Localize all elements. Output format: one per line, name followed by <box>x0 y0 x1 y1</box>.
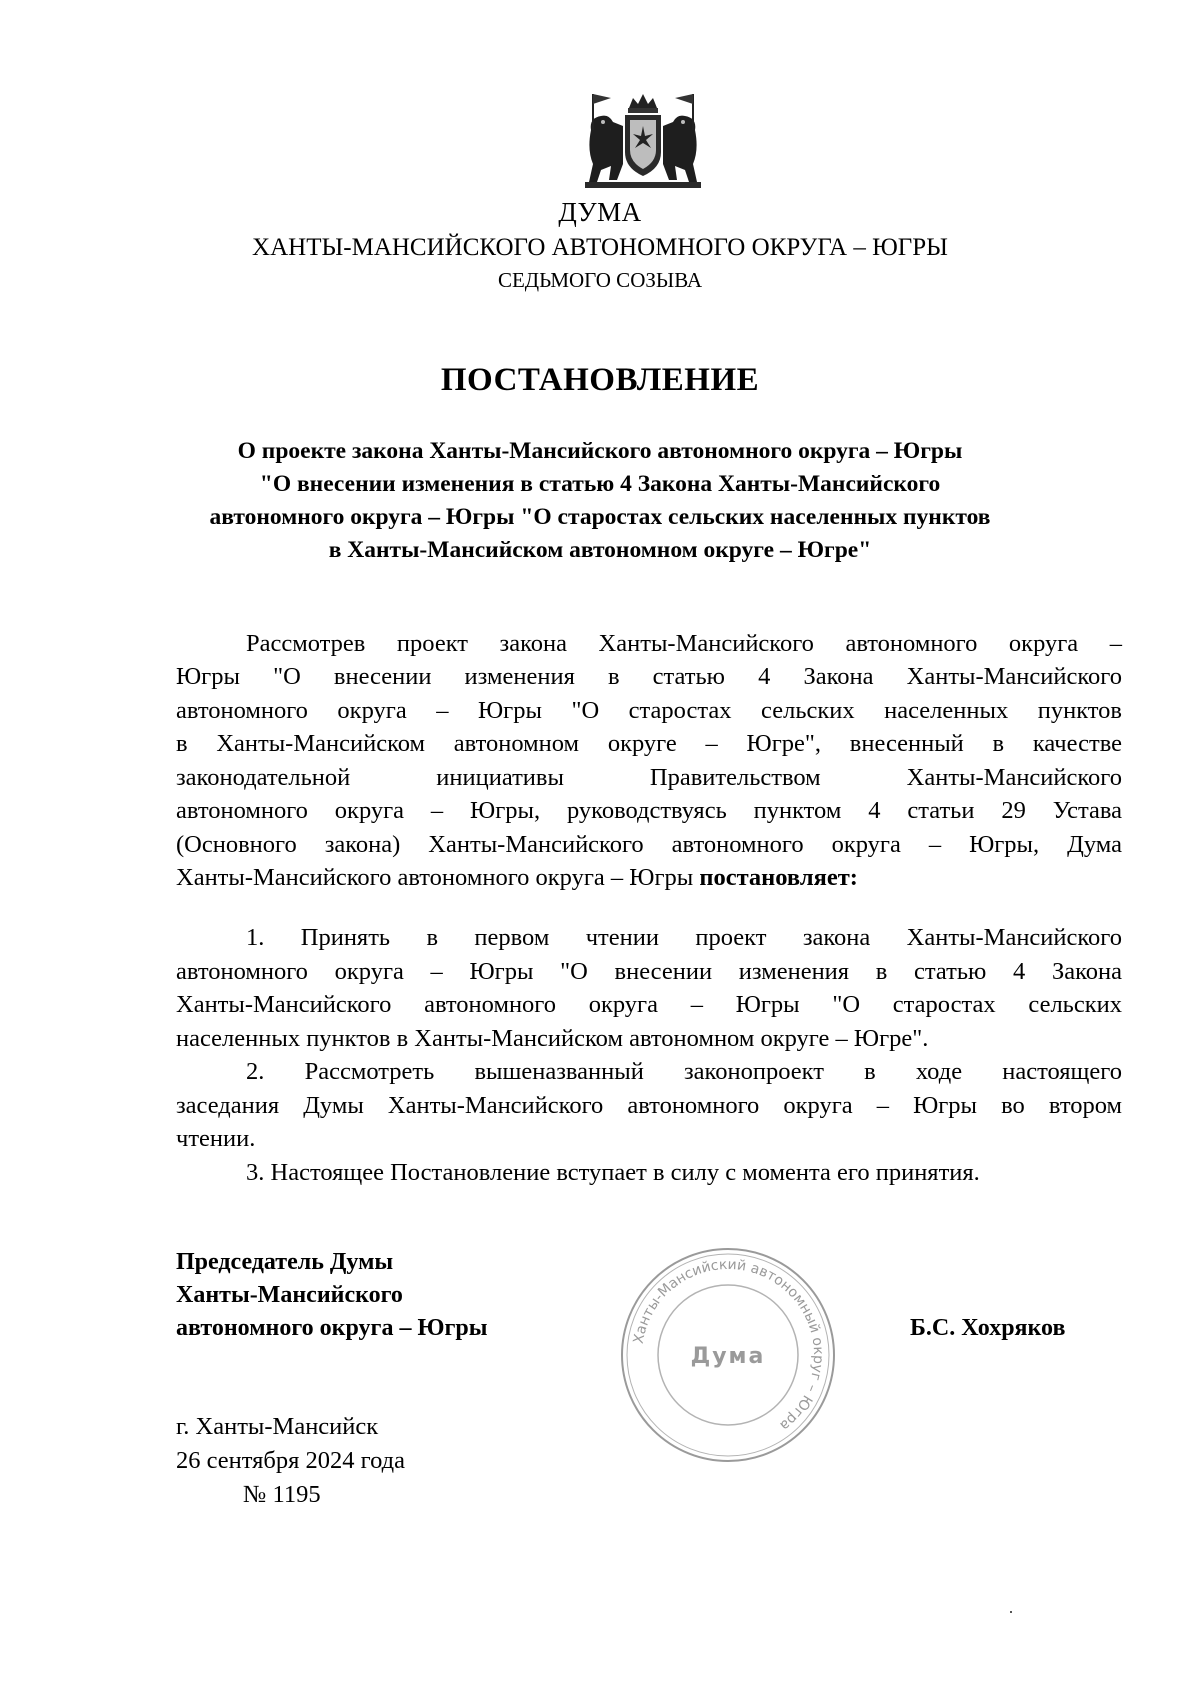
item-line: 3. Настоящее Постановление вступает в силу с момента его принятия. <box>246 1159 980 1186</box>
item-line: Ханты-Мансийского автономного округа – Югры "О старостах сельских <box>176 991 1122 1018</box>
svg-text:Дума: Дума <box>690 1344 766 1369</box>
preamble-line: Рассмотрев проект закона Ханты-Мансийского автономного округа – <box>246 630 1122 657</box>
preamble-text: Ханты-Мансийского автономного округа – Югры <box>176 864 700 891</box>
signatory-name: Б.С. Хохряков <box>910 1315 1066 1341</box>
subject-line: "О внесении изменения в статью 4 Закона Ханты-Мансийского <box>259 471 941 497</box>
document-city: г. Ханты-Мансийск <box>176 1413 379 1440</box>
preamble-line: в Ханты-Мансийском автономном округе – Югре", внесенный в качестве <box>176 730 1122 757</box>
preamble-line: автономного округа – Югры, руководствуясь пунктом 4 статьи 29 Устава <box>176 797 1122 824</box>
item-line: чтении. <box>176 1125 256 1152</box>
subject-line: автономного округа – Югры "О старостах сельских населенных пунктов <box>209 504 991 530</box>
subject-line: О проекте закона Ханты-Мансийского автономного округа – Югры <box>237 438 963 464</box>
resolution-keyword: постановляет: <box>699 864 858 891</box>
signatory-title-line: Ханты-Мансийского <box>176 1282 403 1308</box>
item-line: заседания Думы Ханты-Мансийского автономного округа – Югры во втором <box>176 1092 1122 1119</box>
scan-speck <box>1010 1611 1012 1613</box>
preamble-line: законодательной инициативы Правительством Ханты-Мансийского <box>176 764 1122 791</box>
item-line: населенных пунктов в Ханты-Мансийском автономном округе – Югре". <box>176 1025 929 1052</box>
preamble-line <box>176 864 858 892</box>
issuer-title: ДУМА <box>558 197 642 227</box>
preamble-line: (Основного закона) Ханты-Мансийского автономного округа – Югры, Дума <box>176 831 1122 858</box>
item-line: 2. Рассмотреть вышеназванный законопроект в ходе настоящего <box>246 1058 1122 1085</box>
preamble-line: Югры "О внесении изменения в статью 4 Закона Ханты-Мансийского <box>176 663 1122 690</box>
official-seal-stamp <box>618 1245 838 1465</box>
issuer-convocation: СЕДЬМОГО СОЗЫВА <box>497 268 703 292</box>
svg-text:Ханты-Мансийский автономный ок: Ханты-Мансийский автономный округ – Югра <box>630 1256 827 1434</box>
coat-of-arms-icon <box>583 90 703 190</box>
subject-line: в Ханты-Мансийском автономном округе – Югре" <box>328 537 872 563</box>
preamble-line: автономного округа – Югры "О старостах сельских населенных пунктов <box>176 697 1122 724</box>
signatory-title-line: Председатель Думы <box>176 1249 394 1275</box>
signatory-title-line: автономного округа – Югры <box>176 1315 488 1341</box>
document-date: 26 сентября 2024 года <box>176 1447 405 1474</box>
item-line: автономного округа – Югры "О внесении изменения в статью 4 Закона <box>176 958 1122 985</box>
item-line: 1. Принять в первом чтении проект закона Ханты-Мансийского <box>246 924 1122 951</box>
issuer-region: ХАНТЫ-МАНСИЙСКОГО АВТОНОМНОГО ОКРУГА – ЮГРЫ <box>252 234 948 261</box>
document-number: № 1195 <box>243 1481 321 1508</box>
document-type-heading: ПОСТАНОВЛЕНИЕ <box>440 362 760 398</box>
